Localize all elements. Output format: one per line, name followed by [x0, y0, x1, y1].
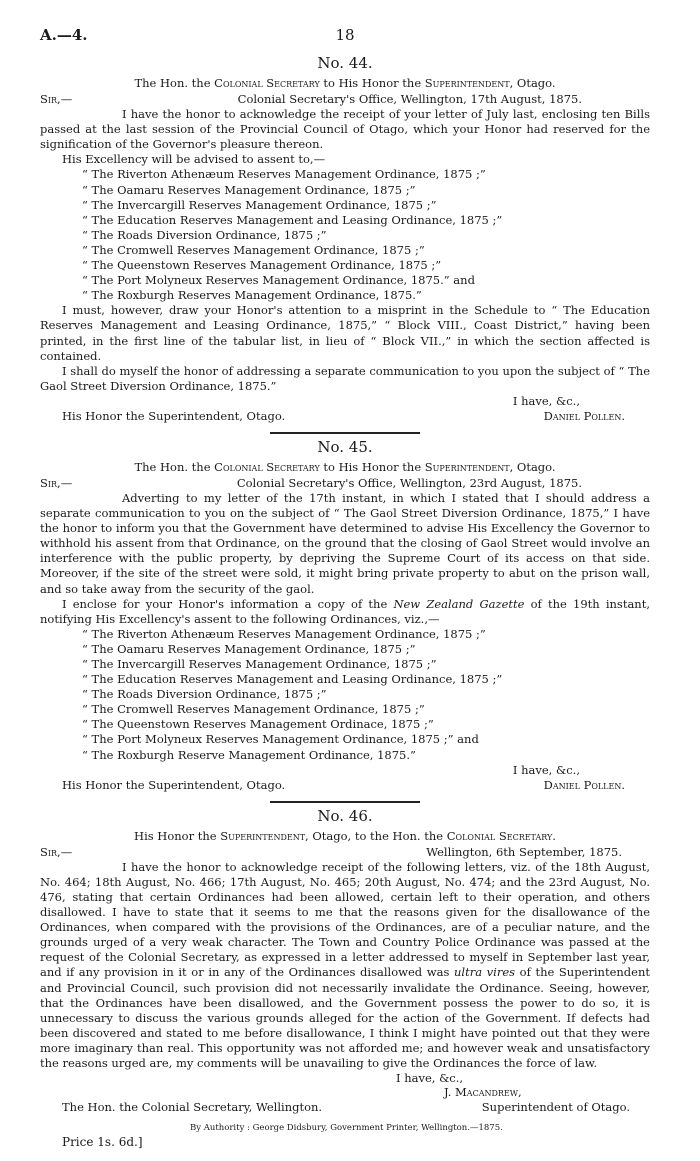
- letter-44: [40, 54, 650, 424]
- signature: Daniel Pollen.: [543, 408, 625, 423]
- signature: Daniel Pollen.: [543, 777, 625, 792]
- addressee: His Honor the Superintendent, Otago.: [62, 777, 286, 792]
- salutation-line: [40, 92, 650, 107]
- list-item: “ The Education Reserves Management and Leasing Ordinance, 1875 ;”: [82, 672, 503, 687]
- page-footer: [40, 1121, 650, 1161]
- letter-45: [40, 438, 650, 793]
- salutation-line: [40, 476, 650, 491]
- list-item: “ The Riverton Athenæum Reserves Management Ordinance, 1875 ;”: [82, 626, 486, 641]
- section-divider: [270, 432, 420, 434]
- document-page: [40, 28, 650, 1161]
- dateline: Wellington, 6th September, 1875.: [426, 844, 622, 859]
- letter-heading: His Honor the Superintendent, Otago, to the Hon. the Colonial Secretary.: [134, 828, 556, 843]
- list-item: “ The Oamaru Reserves Management Ordinance, 1875 ;”: [82, 641, 416, 656]
- list-item: “ The Roads Diversion Ordinance, 1875 ;”: [82, 687, 327, 702]
- list-item: “ The Invercargill Reserves Management Ordinance, 1875 ;”: [82, 657, 437, 671]
- list-item: “ The Invercargill Reserves Management Ordinance, 1875 ;”: [82, 197, 437, 212]
- addressee: His Honor the Superintendent, Otago.: [62, 408, 286, 423]
- list-item: “ The Education Reserves Management and Leasing Ordinance, 1875 ;”: [82, 212, 503, 227]
- list-item: “ The Cromwell Reserves Management Ordinance, 1875 ;”: [82, 242, 425, 257]
- printer-authority: By Authority : George Didsbury, Government Printer, Wellington.—1875.: [190, 1123, 503, 1134]
- list-item: “ The Roads Diversion Ordinance, 1875 ;”: [82, 227, 327, 242]
- paragraph: His Excellency will be advised to assent to,—: [62, 152, 326, 167]
- letter-closing: [40, 763, 650, 793]
- letter-number: No. 46.: [317, 806, 373, 825]
- letter-closing: [40, 1071, 650, 1115]
- ordinance-list: [40, 167, 650, 303]
- list-item: “ The Cromwell Reserves Management Ordinance, 1875 ;”: [82, 702, 425, 717]
- list-item: “ The Queenstown Reserves Management Ordinace, 1875 ;”: [82, 717, 434, 732]
- paragraph: I shall do myself the honor of addressing a separate communication to you upon the subject of “ The Gaol Street Diversion Ordinance, 1875.”: [40, 363, 650, 393]
- addressee: The Hon. the Colonial Secretary, Wellington.: [62, 1100, 323, 1115]
- salutation: Sir,—: [40, 475, 73, 490]
- salutation-line: [40, 845, 650, 860]
- letter-number: No. 44.: [317, 54, 373, 72]
- letter-heading: The Hon. the Colonial Secretary to His Honor the Superintendent, Otago.: [134, 459, 556, 474]
- dateline: Colonial Secretary's Office, Wellington, 17th August, 1875.: [237, 92, 582, 107]
- letter-closing: [40, 394, 650, 424]
- list-item: “ The Port Molyneux Reserves Management Ordinance, 1875 ;” and: [82, 732, 479, 747]
- paragraph: I enclose for your Honor's information a copy of the New Zealand Gazette of the 19th instant, notifying His Excellency's assent to the following Ordinances, viz.,—: [40, 596, 650, 626]
- closing-phrase: I have, &c.,: [396, 1071, 464, 1086]
- list-item: “ The Queenstown Reserves Management Ordinance, 1875 ;”: [82, 258, 442, 273]
- dateline: Colonial Secretary's Office, Wellington, 23rd August, 1875.: [236, 475, 582, 490]
- paragraph: I have the honor to acknowledge the receipt of your letter of July last, enclosing ten Bills passed at the last session of the Provincial Council of Otago, which your Honor had reserved for the signification of the Governor's pleasure thereon.: [40, 107, 650, 152]
- paragraph: Adverting to my letter of the 17th instant, in which I stated that I should address a separate communication to you on the subject of “ The Gaol Street Diversion Ordinance, 1875,” I have the honor to inform you that the Government have determined to advise His Excellency the Governor to withhold his assent from that Ordinance, on the ground that the closing of Gaol Street would involve an interference with the public property, by depriving the Supreme Court of its access on that side. Moreover, if the site of the street were sold, it might bring private property to abut on the prison wall, and so take away from the security of the gaol.: [40, 490, 650, 596]
- list-item: “ The Roxburgh Reserve Management Ordinance, 1875.”: [82, 747, 416, 762]
- paragraph: I have the honor to acknowledge receipt of the following letters, viz. of the 18th August, No. 464; 18th August, No. 466; 17th August, No. 465; 20th August, No. 474; and the 23rd August, No. 476, stating that certain Ordinances had been allowed, certain left to their operation, and others disallowed. I have to state that it seems to me that the reasons given for the disallowance of the Ordinances, when compared with the provisions of the Ordinances, are of a peculiar nature, and the grounds urged of a very weak character. The Town and Country Police Ordinance was passed at the request of the Colonial Secretary, as expressed in a letter addressed to myself in September last year, and if any provision in it or in any of the Ordinances disallowed was ultra vires of the Superintendent and Provincial Council, such provision did not necessarily invalidate the Ordinance. Seeing, however, that the Ordinances have been disallowed, and the Government possess the power to do so, it is unnecessary to discuss the various grounds alleged for the action of the Government. If defects had been discovered and stated to me before disallowance, I think I might have pointed out that they were more imaginary than real. This opportunity was not afforded me; and however weak and unsatisfactory the reasons urged are, my comments will be unavailing to give the Ordinances the force of law.: [40, 859, 650, 1070]
- salutation: Sir,—: [40, 844, 73, 859]
- list-item: “ The Riverton Athenæum Reserves Management Ordinance, 1875 ;”: [82, 167, 486, 182]
- page-header: [40, 28, 650, 52]
- ordinance-list: [40, 627, 650, 763]
- list-item: “ The Port Molyneux Reserves Management Ordinance, 1875.” and: [82, 273, 475, 288]
- paragraph: I must, however, draw your Honor's attention to a misprint in the Schedule to “ The Education Reserves Management and Leasing Ordinance, 1875,” “ Block VIII., Coast District,” having been printed, in the first line of the tabular list, in lieu of “ Block VII.,” in which the section affected is contained.: [40, 303, 650, 363]
- page-number: 18: [335, 26, 355, 44]
- gazette-title: New Zealand Gazette: [393, 596, 525, 611]
- signatory-title: Superintendent of Otago.: [481, 1100, 630, 1115]
- list-item: “ The Roxburgh Reserves Management Ordinance, 1875.”: [82, 288, 422, 303]
- signature: J. Macandrew,: [444, 1085, 522, 1100]
- latin-phrase: ultra vires: [454, 965, 516, 980]
- price-label: Price 1s. 6d.]: [62, 1135, 143, 1150]
- list-item: “ The Oamaru Reserves Management Ordinance, 1875 ;”: [82, 182, 416, 197]
- letter-number: No. 45.: [317, 437, 373, 456]
- closing-phrase: I have, &c.,: [512, 762, 580, 777]
- letter-heading: The Hon. the Colonial Secretary to His Honor the Superintendent, Otago.: [134, 76, 556, 90]
- letter-46: [40, 807, 650, 1115]
- salutation: Sir,—: [40, 92, 73, 107]
- section-divider: [270, 801, 420, 803]
- paper-reference: A.—4.: [40, 26, 88, 44]
- closing-phrase: I have, &c.,: [512, 393, 580, 408]
